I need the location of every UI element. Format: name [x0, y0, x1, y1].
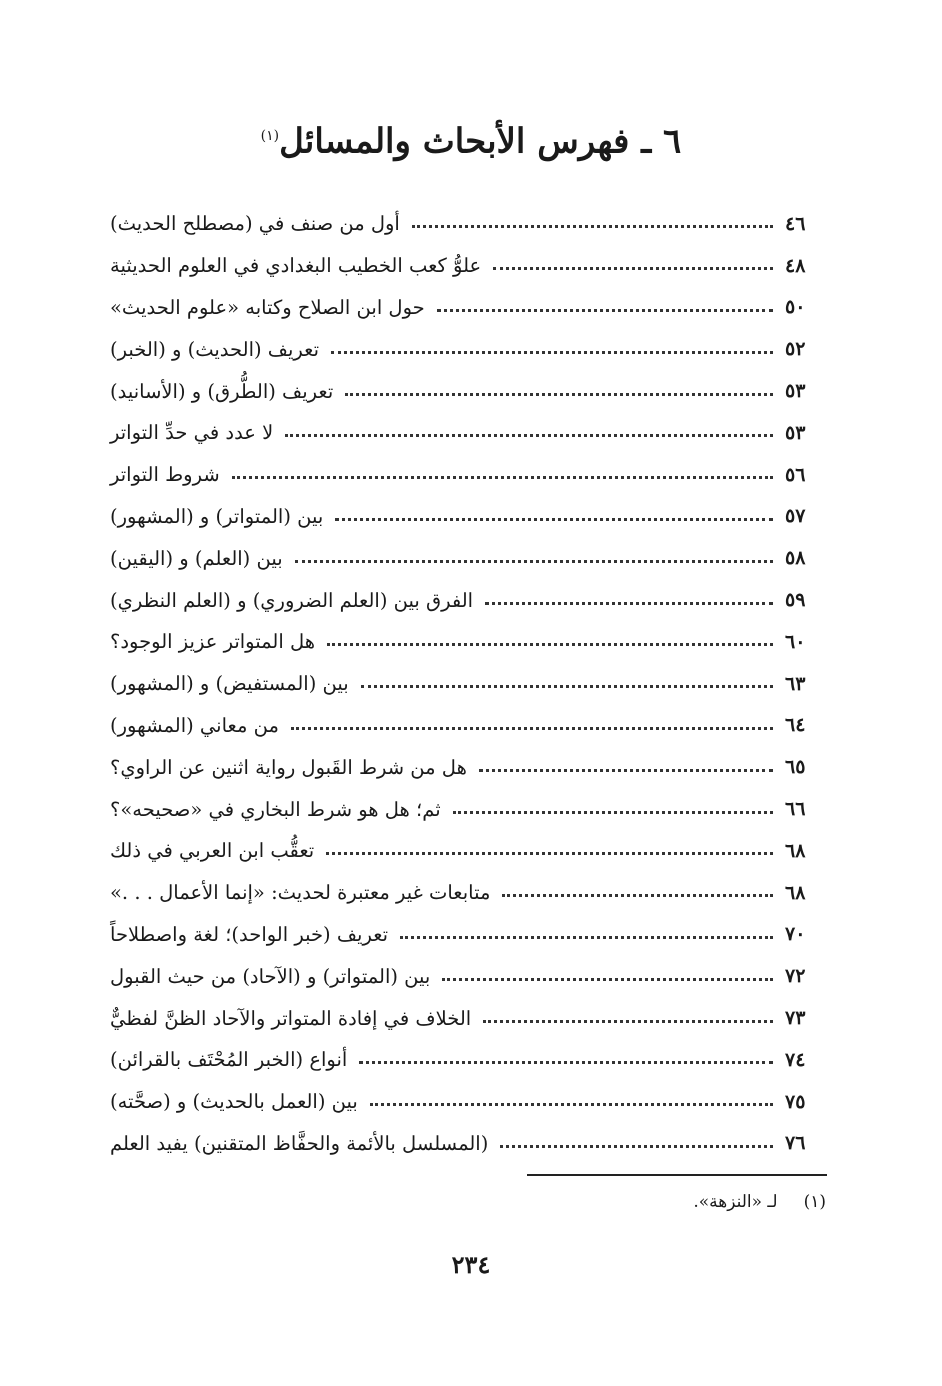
toc-entry-page: ٥٠: [785, 296, 806, 319]
toc-entry-title: حول ابن الصلاح وكتابه «علوم الحديث»: [110, 295, 425, 319]
dot-leader: [453, 811, 773, 814]
dot-leader: [291, 727, 773, 730]
toc-entry-title: متابعات غير معتبرة لحديث: «إنما الأعمال . . .»: [110, 881, 491, 905]
toc-entry: [100, 287, 827, 329]
toc-entry-title: بين (المتواتر) و (المشهور): [110, 504, 324, 528]
toc-entry: [100, 663, 827, 705]
toc-entry-page: ٦٨: [785, 881, 806, 904]
dot-leader: [326, 852, 773, 855]
toc-entry-title: من معاني (المشهور): [110, 713, 279, 737]
dot-leader: [335, 518, 773, 521]
toc-entry-title: شروط التواتر: [110, 463, 220, 487]
toc-entry-title: تعريف (الحديث) و (الخبر): [110, 337, 319, 361]
toc-entry-title: لا عدد في حدِّ التواتر: [110, 421, 274, 445]
toc-entry-title: تعريف (الطُّرق) و (الأسانيد): [110, 379, 334, 403]
toc-entry-title: تعقُّب ابن العربي في ذلك: [110, 839, 315, 863]
toc-entry-page: ٥٩: [785, 589, 806, 612]
toc-entry: [100, 1039, 827, 1081]
toc-entry-page: ٦٨: [785, 839, 806, 862]
toc-entry-page: ٦٤: [785, 714, 806, 737]
toc-entry-title: الفرق بين (العلم الضروري) و (العلم النظري): [110, 588, 474, 612]
dot-leader: [285, 434, 773, 437]
toc-entry-page: ٥٣: [785, 421, 806, 444]
toc-entry: [100, 746, 827, 788]
toc-entry-title: بين (المتواتر) و (الآحاد) من حيث القبول: [110, 964, 431, 988]
dot-leader: [361, 685, 773, 688]
toc-entry-page: ٥٨: [785, 547, 806, 570]
page-number: ٢٣٤: [451, 1250, 491, 1279]
dot-leader: [479, 769, 773, 772]
toc-entry: [100, 914, 827, 956]
toc-entry: [100, 621, 827, 663]
toc-entry-title: هل من شرط القَبول رواية اثنين عن الراوي؟: [110, 755, 467, 779]
toc-entry: [100, 579, 827, 621]
footnote-divider: [527, 1174, 827, 1176]
toc-entry: [100, 412, 827, 454]
toc-entry-page: ٦٦: [785, 798, 806, 821]
toc-entry-page: ٦٣: [785, 672, 806, 695]
toc-entry-page: ٧٥: [785, 1090, 806, 1113]
toc-entry-title: الخلاف في إفادة المتواتر والآحاد الظنَّ لفظيٌّ: [110, 1006, 472, 1030]
toc-entry: [100, 245, 827, 287]
toc-entry-title: ثم؛ هل هو شرط البخاري في «صحيحه»؟: [110, 797, 441, 821]
dot-leader: [345, 393, 773, 396]
toc-entry-page: ٥٦: [785, 463, 806, 486]
toc-entry-title: تعريف (خبر الواحد)؛ لغة واصطلاحاً: [110, 922, 389, 946]
dot-leader: [502, 894, 773, 897]
toc-entry-title: علوُّ كعب الخطيب البغدادي في العلوم الحديثية: [110, 254, 482, 278]
dot-leader: [485, 602, 773, 605]
toc-entry-page: ٧٢: [785, 965, 806, 988]
toc-entry: [100, 203, 827, 245]
toc-entry-title: هل المتواتر عزيز الوجود؟: [110, 630, 316, 654]
dot-leader: [412, 225, 773, 228]
toc-entry: [100, 997, 827, 1039]
title-text: ٦ ـ فهرس الأبحاث والمسائل: [279, 121, 682, 162]
dot-leader: [437, 309, 773, 312]
dot-leader: [483, 1020, 773, 1023]
toc-entry: [100, 496, 827, 538]
toc-entry-title: (المسلسل بالأئمة والحفَّاظ المتقنين) يفيد العلم: [110, 1131, 489, 1155]
table-of-contents: [100, 203, 827, 1164]
toc-entry: [100, 830, 827, 872]
toc-entry: [100, 1123, 827, 1165]
toc-entry-page: ٧٦: [785, 1132, 806, 1155]
dot-leader: [232, 476, 773, 479]
toc-entry: [100, 454, 827, 496]
dot-leader: [442, 978, 773, 981]
toc-entry: [100, 537, 827, 579]
toc-entry-title: أنواع (الخبر المُحْتَف بالقرائن): [110, 1048, 348, 1072]
dot-leader: [400, 936, 773, 939]
toc-entry-page: ٦٠: [785, 630, 806, 653]
toc-entry-page: ٧٠: [785, 923, 806, 946]
toc-entry-page: ٥٢: [785, 338, 806, 361]
title-footnote-mark: (١): [260, 128, 280, 144]
footnote: [693, 1192, 826, 1212]
toc-entry-page: ٤٨: [785, 254, 806, 277]
toc-entry-title: بين (المستفيض) و (المشهور): [110, 672, 349, 696]
toc-entry: [100, 1081, 827, 1123]
dot-leader: [359, 1061, 773, 1064]
toc-entry-page: ٥٧: [785, 505, 806, 528]
dot-leader: [331, 351, 773, 354]
toc-entry-title: أول من صنف في (مصطلح الحديث): [110, 212, 400, 236]
toc-entry-page: ٥٣: [785, 380, 806, 403]
footnote-text: لـ «النزهة».: [693, 1192, 778, 1212]
toc-entry: [100, 328, 827, 370]
footnote-number: (١): [803, 1192, 826, 1212]
toc-entry-page: ٦٥: [785, 756, 806, 779]
dot-leader: [295, 560, 773, 563]
page-title: [0, 112, 942, 165]
toc-entry: [100, 872, 827, 914]
dot-leader: [493, 267, 773, 270]
toc-entry: [100, 705, 827, 747]
toc-entry-title: بين (العلم) و (اليقين): [110, 546, 283, 570]
toc-entry: [100, 370, 827, 412]
toc-entry-page: ٧٤: [785, 1048, 806, 1071]
toc-entry: [100, 955, 827, 997]
toc-entry-title: بين (العمل بالحديث) و (صحَّته): [110, 1090, 358, 1114]
toc-entry-page: ٧٣: [785, 1007, 806, 1030]
dot-leader: [327, 643, 773, 646]
toc-entry-page: ٤٦: [785, 212, 806, 235]
dot-leader: [370, 1103, 773, 1106]
toc-entry: [100, 788, 827, 830]
dot-leader: [500, 1145, 773, 1148]
